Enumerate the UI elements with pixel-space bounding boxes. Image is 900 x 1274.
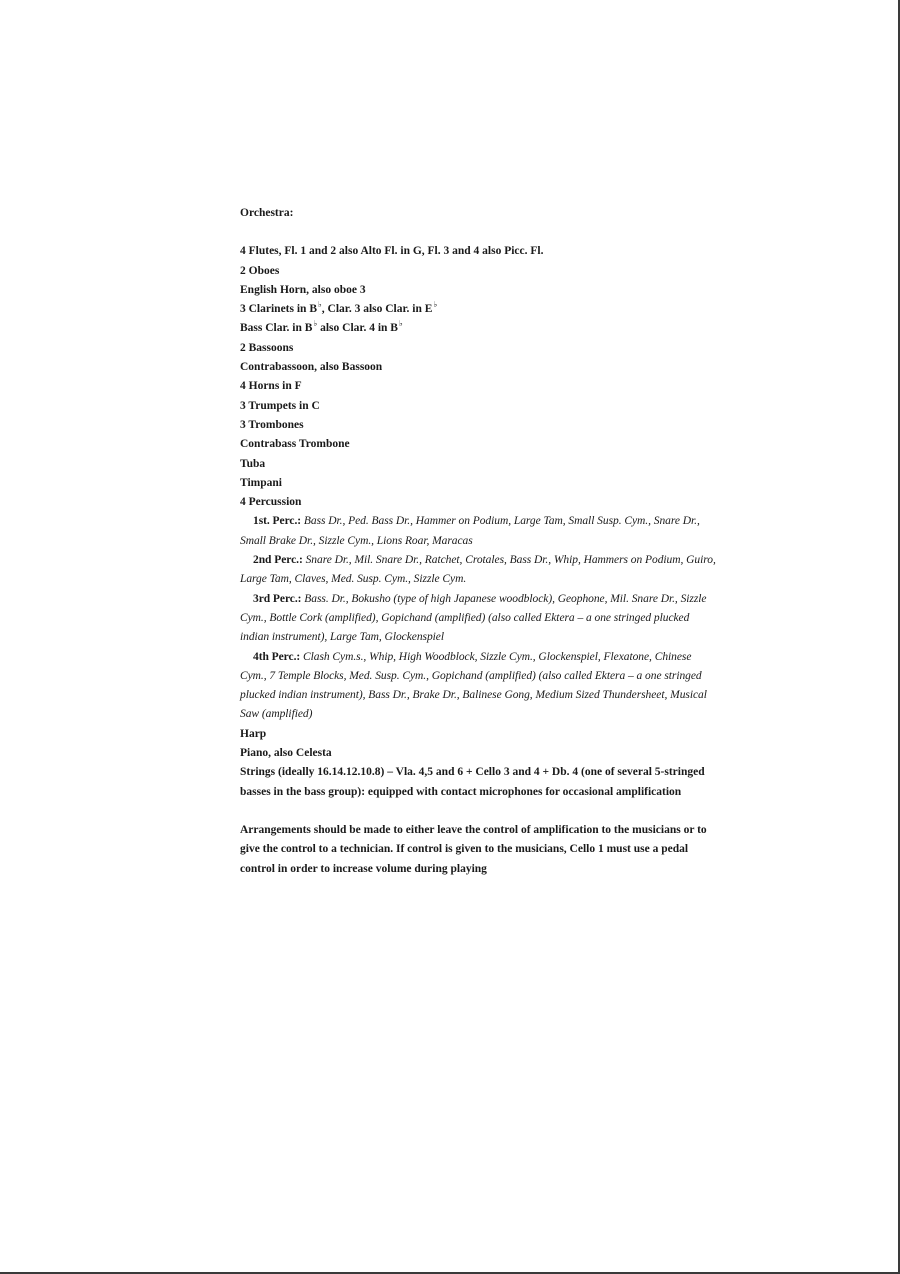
amplification-note: Arrangements should be made to either leave the control of amplification to the musicians or to give the control to a technician. If control is given to the musicians, Cello 1 must use a pedal control in order to increase volume during playing: [240, 823, 707, 875]
instrument-line-bassoons: 2 Bassoons: [240, 341, 294, 354]
percussion-2-label: 2nd Perc.:: [253, 554, 303, 567]
strings-paragraph: Strings (ideally 16.14.12.10.8) – Vla. 4,5 and 6 + Cello 3 and 4 + Db. 4 (one of several 5-stringed basses in the bass group): equipped with contact microphones for occasional amplification: [240, 766, 705, 798]
instrument-line-contrabassoon: Contrabassoon, also Bassoon: [240, 361, 383, 374]
flat-symbol: ♭: [433, 300, 438, 310]
percussion-1-label: 1st. Perc.:: [253, 515, 302, 528]
percussion-3-entry: [240, 590, 720, 648]
instrument-line-timpani: Timpani: [240, 476, 282, 489]
flat-symbol: ♭: [313, 319, 318, 329]
instrument-line-trumpets: 3 Trumpets in C: [240, 399, 320, 412]
page-heading: Orchestra:: [240, 207, 294, 219]
instrument-line-bass-clarinet: [240, 319, 720, 338]
paragraph-spacer: [240, 802, 720, 821]
percussion-4-label: 4th Perc.:: [253, 650, 301, 663]
clarinets-middle: , Clar. 3 also Clar. in E: [321, 303, 433, 316]
flat-symbol: ♭: [398, 319, 403, 329]
instrument-line-percussion: 4 Percussion: [240, 496, 302, 509]
instrumentation-page: [240, 204, 720, 879]
percussion-2-text: Snare Dr., Mil. Snare Dr., Ratchet, Crotales, Bass Dr., Whip, Hammers on Podium, Guiro, Large Tam, Claves, Med. Susp. Cym., Sizzle Cym.: [240, 554, 716, 586]
bass-clarinet-prefix: Bass Clar. in B: [240, 322, 313, 335]
instrument-line-piano: Piano, also Celesta: [240, 747, 332, 760]
instrument-line-oboes: 2 Oboes: [240, 264, 280, 277]
flat-symbol: ♭: [318, 300, 322, 310]
instrument-line-horns: 4 Horns in F: [240, 380, 302, 393]
instrument-line-english-horn: English Horn, also oboe 3: [240, 283, 366, 296]
clarinets-prefix: 3 Clarinets in B: [240, 303, 317, 316]
percussion-4-text: Clash Cym.s., Whip, High Woodblock, Sizzle Cym., Glockenspiel, Flexatone, Chinese Cym., 7 Temple Blocks, Med. Susp. Cym., Gopichand (amplified) (also called Ektera – a one stringed plucked indian instrument), Bass Dr., Brake Dr., Balinese Gong, Medium Sized Thundersheet, Musical Saw (amplified): [240, 650, 707, 721]
bass-clarinet-middle: also Clar. 4 in B: [317, 322, 398, 335]
instrument-line-flutes: 4 Flutes, Fl. 1 and 2 also Alto Fl. in G, Fl. 3 and 4 also Picc. Fl.: [240, 245, 544, 258]
instrument-line-harp: Harp: [240, 727, 267, 740]
percussion-1-text: Bass Dr., Ped. Bass Dr., Hammer on Podium, Large Tam, Small Susp. Cym., Snare Dr., Small Brake Dr., Sizzle Cym., Lions Roar, Maracas: [240, 515, 700, 547]
instrument-line-tuba: Tuba: [240, 457, 266, 470]
instrument-line-trombones: 3 Trombones: [240, 418, 304, 431]
percussion-1-entry: [240, 512, 720, 551]
percussion-4-entry: [240, 648, 720, 725]
percussion-3-text: Bass. Dr., Bokusho (type of high Japanese woodblock), Geophone, Mil. Snare Dr., Sizzle Cym., Bottle Cork (amplified), Gopichand (amplified) (also called Ektera – a one stringed plucked indian instrument), Large Tam, Glockenspiel: [240, 592, 707, 644]
instrument-line-clarinets: [240, 300, 720, 319]
instrument-line-contrabass-trombone: Contrabass Trombone: [240, 438, 350, 451]
percussion-3-label: 3rd Perc.:: [253, 592, 302, 605]
percussion-2-entry: [240, 551, 720, 590]
